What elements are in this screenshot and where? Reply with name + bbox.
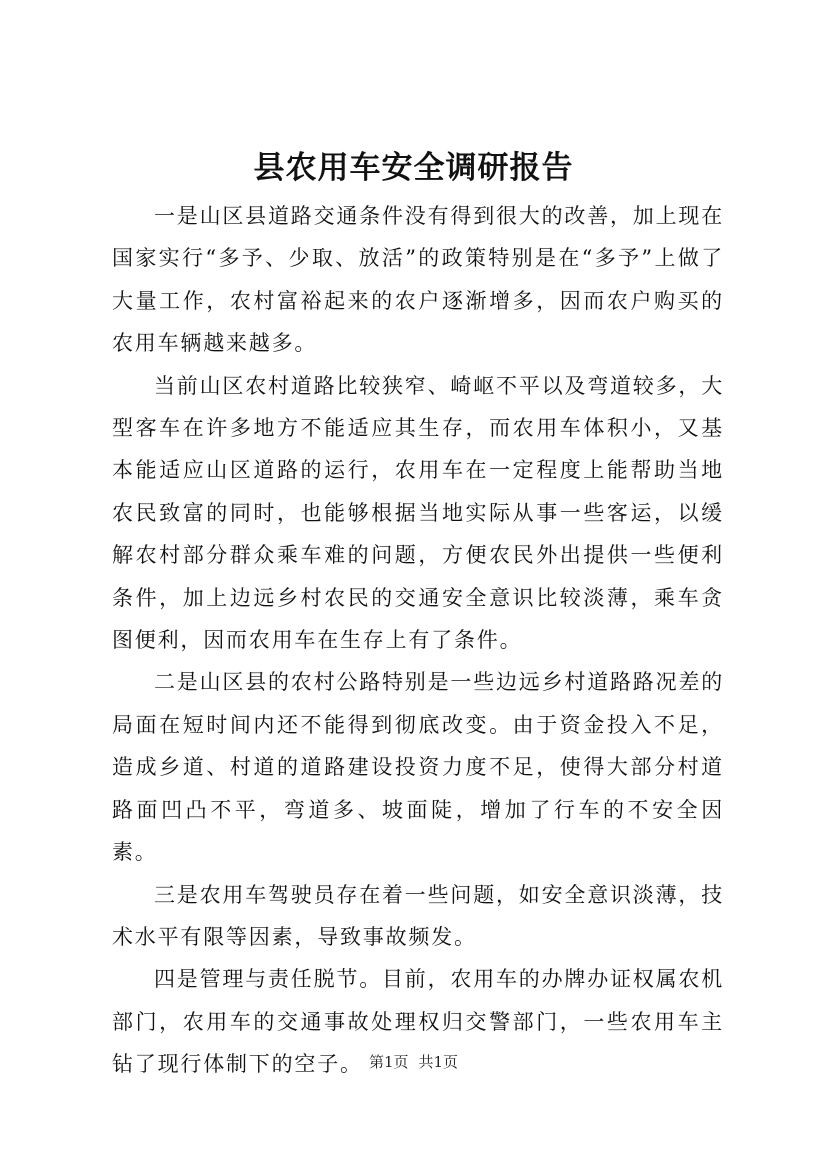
document-title: 县农用车安全调研报告 <box>253 150 574 186</box>
paragraph-3: 二是山区县的农村公路特别是一些边远乡村道路路况差的局面在短时间内还不能得到彻底改变。由于资金投入不足，造成乡道、村道的道路建设投资力度不足，使得大部分村道路面凹凸不平，弯道多、坡面陡，增加了行车的不安全因素。 <box>112 670 724 865</box>
paragraph-4: 三是农用车驾驶员存在着一些问题，如安全意识淡薄，技术水平有限等因素，导致事故频发。 <box>112 882 724 949</box>
paragraph-2: 当前山区农村道路比较狭窄、崎岖不平以及弯道较多，大型客车在许多地方不能适应其生存，而农用车体积小，又基本能适应山区道路的运行，农用车在一定程度上能帮助当地农民致富的同时，也能够根据当地实际从事一些客运，以缓解农村部分群众乘车难的问题，方便农民外出提供一些便利条件，加上边远乡村农民的交通安全意识比较淡薄，乘车贪图便利，因而农用车在生存上有了条件。 <box>112 373 724 653</box>
document-body <box>112 195 724 1086</box>
page-number-total: 共1页 <box>418 1053 459 1071</box>
paragraph-1: 一是山区县道路交通条件没有得到很大的改善，加上现在国家实行“多予、少取、放活”的政策特别是在“多予”上做了大量工作，农村富裕起来的农户逐渐增多，因而农户购买的农用车辆越来越多。 <box>112 204 724 356</box>
page-number-current: 第1页 <box>368 1053 409 1071</box>
page-footer <box>0 1052 827 1072</box>
paragraph-5: 四是管理与责任脱节。目前，农用车的办牌办证权属农机部门，农用车的交通事故处理权归交警部门，一些农用车主钻了现行体制下的空子。 <box>112 967 724 1077</box>
